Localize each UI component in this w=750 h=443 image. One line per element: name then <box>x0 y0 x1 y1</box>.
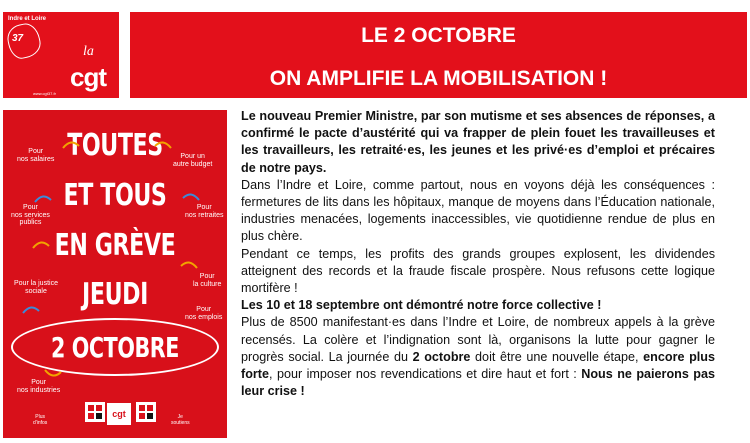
september-bold: Les 10 et 18 septembre ont démontré notre force collective ! <box>241 298 602 313</box>
paragraph-call <box>241 314 715 400</box>
curved-arrow-icon <box>21 305 41 315</box>
curved-arrow-icon <box>43 368 63 378</box>
poster-tag-salaires: Pour nos salaires <box>17 148 55 163</box>
curved-arrow-icon <box>33 194 53 204</box>
poster-tag-services-publics: Pour nos services publics <box>11 204 50 227</box>
poster-footer-info: Plus d'infos <box>33 414 48 426</box>
cgt-37-logo <box>3 12 119 98</box>
curved-arrow-icon <box>31 240 51 250</box>
curved-arrow-icon <box>153 140 173 150</box>
department-outline-icon <box>5 21 43 61</box>
header-banner <box>130 12 747 98</box>
banner-title: LE 2 OCTOBRE <box>361 24 516 47</box>
qr-code-icon <box>85 402 105 422</box>
poster-tag-budget: Pour un autre budget <box>173 153 213 168</box>
qr-code-icon <box>136 402 156 422</box>
poster-cgt-logo: cgt <box>107 403 131 425</box>
poster-headline-1: TOUTES <box>67 128 163 163</box>
poster-headline-5: 2 OCTOBRE <box>51 331 179 364</box>
article-body <box>241 108 715 400</box>
paragraph-profits: Pendant ce temps, les profits des grands groupes explosent, les dividendes atteignent des records et la fraude fiscale prospère. Nous refusons cette logique mortifère ! <box>241 246 715 296</box>
poster-footer-support: Je soutiens <box>171 414 190 426</box>
paragraph-september <box>241 297 715 314</box>
poster-tag-justice-sociale: Pour la justice sociale <box>14 280 58 295</box>
strike-poster <box>3 110 227 438</box>
call-slogan: Nous ne paierons pas leur crise ! <box>241 367 715 399</box>
poster-tag-culture: Pour la culture <box>193 273 222 288</box>
curved-arrow-icon <box>181 192 201 202</box>
poster-tag-emplois: Pour nos emplois <box>185 306 223 321</box>
logo-department-number: 37 <box>12 33 24 44</box>
paragraph-intro <box>241 108 715 177</box>
curved-arrow-icon <box>179 260 199 270</box>
logo-la: la <box>83 44 94 59</box>
call-text-3: , pour imposer nos revendications et dire haut et fort : <box>269 367 582 382</box>
poster-headline-2: ET TOUS <box>63 178 167 213</box>
logo-cgt: cgt <box>70 62 106 92</box>
call-date: 2 octobre <box>412 349 471 364</box>
call-text-1: Plus de 8500 manifestant·es dans l’Indre et Loire, de nombreux appels à la grève recensés. La colère et l’indignation sont là, organisons la lutte pour gagner le progrès social. La journée du <box>241 315 715 364</box>
call-text-2: doit être une nouvelle étape, <box>470 349 644 364</box>
paragraph-local: Dans l’Indre et Loire, comme partout, nous en voyons déjà les conséquences : fermetures de lits dans les hôpitaux, manque de moyens dans l’Éducation nationale, industries menacées, logements inaccessibles, vie quotidienne rendue de plus en plus chère. <box>241 177 715 244</box>
poster-tag-retraites: Pour nos retraites <box>185 204 224 219</box>
poster-tag-industries: Pour nos industries <box>17 379 61 394</box>
intro-bold: Le nouveau Premier Ministre, par son mutisme et ses absences de réponses, a confirmé le pacte d’austérité qui va frapper de plein fouet les travailleuses et les travailleurs, les retraité·es, les jeunes et les privé·es d’emploi et précaires de notre pays. <box>241 109 715 175</box>
logo-website: www.cgt37.fr <box>33 91 56 96</box>
logo-region: Indre et Loire <box>8 16 47 22</box>
banner-subtitle: ON AMPLIFIE LA MOBILISATION ! <box>269 67 608 90</box>
poster-headline-3: EN GRÈVE <box>54 228 176 263</box>
curved-arrow-icon <box>61 140 81 150</box>
poster-headline-4: JEUDI <box>82 277 148 312</box>
call-stronger: encore plus forte <box>241 349 715 382</box>
